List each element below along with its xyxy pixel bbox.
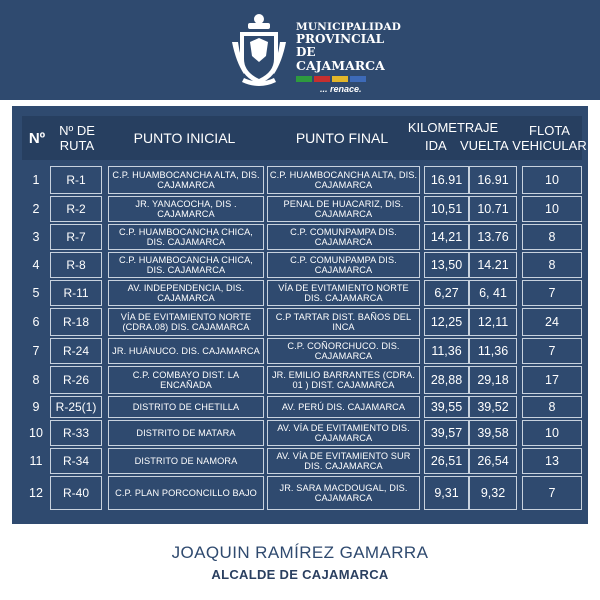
mayor-title: ALCALDE DE CAJAMARCA xyxy=(211,567,389,582)
cell-ruta: R-18 xyxy=(50,308,102,336)
table-row xyxy=(22,224,582,250)
logo-line-1: MUNICIPALIDAD xyxy=(296,21,402,33)
cell-no: 5 xyxy=(32,286,40,300)
cell-no: 8 xyxy=(32,373,40,387)
table-row xyxy=(22,366,582,394)
cell-punto-inicial: JR. HUÁNUCO. DIS. CAJAMARCA xyxy=(108,338,264,364)
cell-flota: 8 xyxy=(522,396,582,418)
cell-flota: 17 xyxy=(522,366,582,394)
cell-ruta: R-2 xyxy=(50,196,102,222)
cell-flota: 13 xyxy=(522,448,582,474)
cell-punto-inicial: C.P. HUAMBOCANCHA ALTA, DIS. CAJAMARCA xyxy=(108,166,264,194)
cell-punto-inicial: JR. YANACOCHA, DIS . CAJAMARCA xyxy=(108,196,264,222)
cell-ida: 13,50 xyxy=(424,252,469,278)
table-row xyxy=(22,476,582,510)
cell-ruta: R-8 xyxy=(50,252,102,278)
cell-no: 12 xyxy=(29,486,43,500)
logo-tagline: ... renace. xyxy=(320,84,362,94)
table-row xyxy=(22,396,582,418)
cell-ida: 10,51 xyxy=(424,196,469,222)
color-swatch xyxy=(296,76,312,82)
cell-vuelta: 26,54 xyxy=(469,448,517,474)
header-vuelta: VUELTA xyxy=(460,138,509,153)
cell-ruta: R-40 xyxy=(50,476,102,510)
cell-vuelta: 29,18 xyxy=(469,366,517,394)
header-flota-vehicular: FLOTA VEHICULAR xyxy=(512,123,587,153)
header-punto-final: PUNTO FINAL xyxy=(295,129,389,146)
color-swatch xyxy=(350,76,366,82)
header-ruta: Nº DE RUTA xyxy=(59,123,95,153)
color-swatch xyxy=(332,76,348,82)
cell-punto-final: PENAL DE HUACARIZ, DIS. CAJAMARCA xyxy=(267,196,420,222)
table-row xyxy=(22,420,582,446)
header-no: Nº xyxy=(28,129,46,147)
color-swatch xyxy=(314,76,330,82)
header-banner xyxy=(0,0,600,100)
cell-punto-final: JR. SARA MACDOUGAL, DIS. CAJAMARCA xyxy=(267,476,420,510)
header-punto-inicial: PUNTO INICIAL xyxy=(133,129,236,146)
cell-vuelta: 39,52 xyxy=(469,396,517,418)
table-row xyxy=(22,252,582,278)
cell-ida: 26,51 xyxy=(424,448,469,474)
cell-no: 7 xyxy=(32,344,40,358)
cell-no: 6 xyxy=(32,315,40,329)
cell-ida: 14,21 xyxy=(424,224,469,250)
cell-vuelta: 9,32 xyxy=(469,476,517,510)
cell-flota: 7 xyxy=(522,280,582,306)
header-kilometraje: KILOMETRAJE xyxy=(407,120,499,135)
cell-flota: 10 xyxy=(522,166,582,194)
cell-ida: 6,27 xyxy=(424,280,469,306)
cell-flota: 7 xyxy=(522,476,582,510)
cell-vuelta: 39,58 xyxy=(469,420,517,446)
cell-no: 11 xyxy=(29,454,43,468)
header-ida: IDA xyxy=(425,138,447,153)
cell-vuelta: 10.71 xyxy=(469,196,517,222)
cell-punto-final: C.P. COMUNPAMPA DIS. CAJAMARCA xyxy=(267,252,420,278)
cell-no: 9 xyxy=(32,400,40,414)
cell-flota: 8 xyxy=(522,252,582,278)
cell-no: 4 xyxy=(32,258,40,272)
cell-ruta: R-24 xyxy=(50,338,102,364)
cell-ida: 9,31 xyxy=(424,476,469,510)
cell-punto-final: C.P. COÑORCHUCO. DIS. CAJAMARCA xyxy=(267,338,420,364)
cell-ida: 16.91 xyxy=(424,166,469,194)
cell-flota: 10 xyxy=(522,420,582,446)
logo-color-bar xyxy=(296,76,401,82)
cell-punto-final: AV. VÍA DE EVITAMIENTO SUR DIS. CAJAMARCA xyxy=(267,448,420,474)
cell-ruta: R-1 xyxy=(50,166,102,194)
coat-of-arms-icon xyxy=(228,12,290,90)
cell-punto-final: JR. EMILIO BARRANTES (CDRA. 01 ) DIST. CAJAMARCA xyxy=(267,366,420,394)
cell-vuelta: 12,11 xyxy=(469,308,517,336)
cell-ida: 39,55 xyxy=(424,396,469,418)
cell-vuelta: 14.21 xyxy=(469,252,517,278)
cell-no: 3 xyxy=(32,230,40,244)
cell-punto-inicial: DISTRITO DE CHETILLA xyxy=(108,396,264,418)
municipality-logo xyxy=(228,12,402,94)
cell-punto-inicial: DISTRITO DE NAMORA xyxy=(108,448,264,474)
cell-punto-final: C.P. COMUNPAMPA DIS. CAJAMARCA xyxy=(267,224,420,250)
cell-punto-final: C.P TARTAR DIST. BAÑOS DEL INCA xyxy=(267,308,420,336)
cell-vuelta: 13.76 xyxy=(469,224,517,250)
cell-punto-inicial: C.P. HUAMBOCANCHA CHICA, DIS. CAJAMARCA xyxy=(108,252,264,278)
cell-punto-inicial: C.P. PLAN PORCONCILLO BAJO xyxy=(108,476,264,510)
cell-flota: 8 xyxy=(522,224,582,250)
cell-vuelta: 11,36 xyxy=(469,338,517,364)
table-row xyxy=(22,280,582,306)
cell-punto-inicial: DISTRITO DE MATARA xyxy=(108,420,264,446)
cell-punto-final: VÍA DE EVITAMIENTO NORTE DIS. CAJAMARCA xyxy=(267,280,420,306)
routes-table-panel xyxy=(12,106,588,524)
cell-punto-inicial: C.P. HUAMBOCANCHA CHICA, DIS. CAJAMARCA xyxy=(108,224,264,250)
logo-line-3: CAJAMARCA xyxy=(296,58,385,73)
cell-punto-final: AV. PERÚ DIS. CAJAMARCA xyxy=(267,396,420,418)
table-row xyxy=(22,196,582,222)
table-header xyxy=(22,116,587,160)
cell-ruta: R-33 xyxy=(50,420,102,446)
cell-no: 1 xyxy=(32,173,40,187)
cell-punto-final: AV. VÍA DE EVITAMIENTO DIS. CAJAMARCA xyxy=(267,420,420,446)
cell-ida: 12,25 xyxy=(424,308,469,336)
cell-ruta: R-11 xyxy=(50,280,102,306)
table-row xyxy=(22,308,582,336)
table-row xyxy=(22,338,582,364)
cell-flota: 10 xyxy=(522,196,582,222)
cell-ruta: R-34 xyxy=(50,448,102,474)
cell-ida: 28,88 xyxy=(424,366,469,394)
cell-punto-inicial: C.P. COMBAYO DIST. LA ENCAÑADA xyxy=(108,366,264,394)
cell-flota: 7 xyxy=(522,338,582,364)
cell-no: 10 xyxy=(29,426,43,440)
logo-line-2: PROVINCIAL DE xyxy=(296,32,385,59)
cell-no: 2 xyxy=(32,202,40,216)
cell-ruta: R-25(1) xyxy=(50,396,102,418)
cell-vuelta: 6, 41 xyxy=(469,280,517,306)
cell-ida: 39,57 xyxy=(424,420,469,446)
cell-punto-final: C.P. HUAMBOCANCHA ALTA, DIS. CAJAMARCA xyxy=(267,166,420,194)
cell-flota: 24 xyxy=(522,308,582,336)
table-row xyxy=(22,448,582,474)
table-row xyxy=(22,166,582,194)
cell-ruta: R-26 xyxy=(50,366,102,394)
cell-ruta: R-7 xyxy=(50,224,102,250)
mayor-name: JOAQUIN RAMÍREZ GAMARRA xyxy=(171,543,429,562)
cell-punto-inicial: VÍA DE EVITAMIENTO NORTE (CDRA.08) DIS. CAJAMARCA xyxy=(108,308,264,336)
cell-vuelta: 16.91 xyxy=(469,166,517,194)
cell-ida: 11,36 xyxy=(424,338,469,364)
cell-punto-inicial: AV. INDEPENDENCIA, DIS. CAJAMARCA xyxy=(108,280,264,306)
